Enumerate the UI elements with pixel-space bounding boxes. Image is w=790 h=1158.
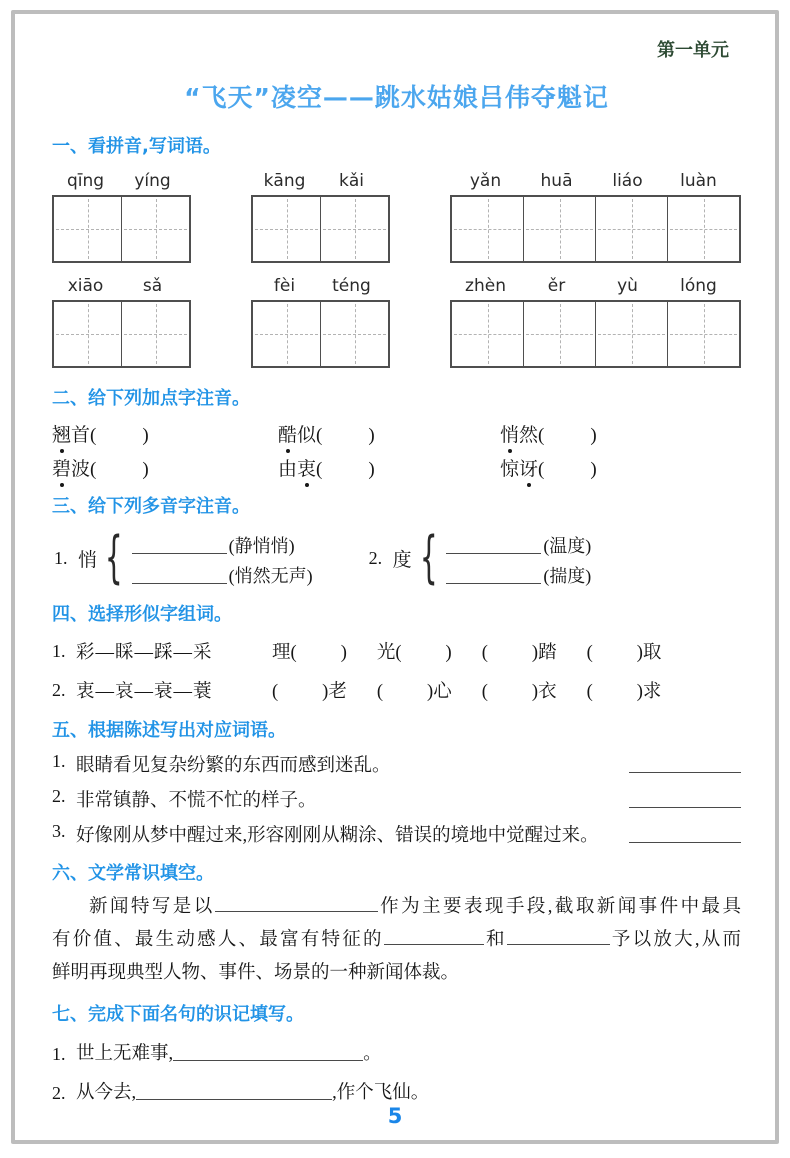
- option-row: [446, 528, 591, 558]
- annotation-row: [52, 454, 741, 488]
- pinyin-syllable: kāng: [263, 171, 306, 191]
- paren-close: ): [531, 643, 539, 663]
- pinyin-row: [52, 170, 741, 263]
- answer-blank: [629, 772, 741, 773]
- paren-open: (: [316, 459, 323, 480]
- section-4-word-building: [52, 637, 741, 704]
- annotation-item: [500, 420, 741, 454]
- writing-grid: [450, 195, 741, 263]
- paren-open: (: [538, 459, 545, 480]
- character-series: 衷—哀—衰—蓑: [76, 682, 213, 702]
- pinyin-labels: [251, 170, 390, 192]
- section-7-quotes: [52, 1037, 741, 1104]
- paren-close: ): [590, 459, 597, 480]
- pinyin-syllable: yíng: [134, 171, 171, 191]
- brace-glyph: {: [419, 525, 438, 590]
- lesson-title: “飞天”凌空——跳水姑娘吕伟夺魁记: [184, 83, 609, 112]
- writing-cell: [320, 302, 388, 366]
- plain-char: 由: [278, 459, 298, 480]
- item-number: 2.: [52, 786, 66, 806]
- writing-cell: [595, 302, 667, 366]
- section-5-heading: 五、根据陈述写出对应词语。: [52, 720, 286, 741]
- pinyin-syllable: zhèn: [465, 276, 506, 296]
- writing-cell: [452, 302, 523, 366]
- paren-open: (: [316, 425, 323, 446]
- option-label: (悄然无声): [228, 566, 313, 586]
- writing-cell: [595, 197, 667, 261]
- paren-open: (: [538, 425, 545, 446]
- section-6-cloze-paragraph: [52, 891, 741, 990]
- option-label: (揣度): [543, 566, 592, 586]
- paren-close: ): [340, 643, 347, 663]
- quote-pre-text: 世上无难事,: [76, 1044, 174, 1064]
- definition-text: 眼睛看见复杂纷繁的东西而感到迷乱。: [76, 756, 391, 776]
- cloze-text: 有价值、最生动感人、最富有特征的: [52, 930, 384, 950]
- pinyin-labels: [450, 275, 741, 297]
- definition-line: [52, 751, 741, 777]
- paren-blank-pair: [587, 677, 662, 703]
- pinyin-syllable: yù: [617, 276, 638, 296]
- answer-blank: [446, 553, 541, 554]
- page-number: 5: [387, 1104, 403, 1128]
- item-number: 1.: [52, 751, 66, 771]
- pinyin-labels: [52, 170, 191, 192]
- option-label: (静悄悄): [228, 536, 295, 556]
- pair-post-char: 取: [642, 643, 662, 663]
- answer-blank: [215, 898, 378, 912]
- pinyin-syllable: huā: [540, 171, 573, 191]
- writing-cell: [523, 302, 595, 366]
- pinyin-syllable: kǎi: [339, 171, 364, 191]
- pinyin-group: [450, 275, 741, 368]
- writing-cell: [54, 197, 121, 261]
- paren-blank-pair: [377, 638, 452, 664]
- worksheet-content: [15, 14, 775, 1140]
- paren-open: (: [586, 682, 593, 702]
- paren-open: (: [395, 643, 402, 663]
- option-row: [132, 528, 313, 558]
- pair-post-char: 心: [433, 682, 452, 702]
- paren-open: (: [481, 643, 488, 663]
- writing-cell: [320, 197, 388, 261]
- annotation-item: [52, 454, 278, 488]
- paren-open: (: [481, 682, 488, 702]
- paren-open: (: [90, 425, 97, 446]
- pair-pre-char: 理: [272, 643, 291, 663]
- cloze-text: 作为主要表现手段,截取新闻事件中最具: [377, 897, 741, 917]
- quote-post-text: 。: [363, 1044, 382, 1064]
- cloze-text: 予以放大,从而: [609, 930, 741, 950]
- brace-glyph: {: [104, 525, 123, 590]
- answer-blank: [136, 1086, 332, 1100]
- annotation-row: [52, 420, 741, 454]
- writing-cell: [253, 302, 320, 366]
- quote-line: [52, 1037, 741, 1065]
- cloze-text: 鲜明再现典型人物、事件、场景的一种新闻体裁。: [52, 963, 460, 983]
- cloze-line: [52, 924, 741, 957]
- item-number: 3.: [52, 821, 66, 841]
- plain-char: 首: [71, 425, 91, 446]
- dotted-char: 碧: [52, 454, 71, 481]
- definition-text-wrap: [52, 751, 391, 777]
- item-number: 1.: [52, 1044, 66, 1064]
- pinyin-labels: [450, 170, 741, 192]
- pinyin-labels: [251, 275, 390, 297]
- paren-open: (: [90, 459, 97, 480]
- answer-blank: [173, 1047, 363, 1061]
- annotation-item: [52, 420, 278, 454]
- polyphone-char: 度: [392, 549, 412, 571]
- definition-text: 非常镇静、不慌不忙的样子。: [76, 791, 317, 811]
- word-building-line: [52, 637, 741, 665]
- pinyin-syllable: fèi: [273, 276, 296, 296]
- section-3-polyphone-items: [54, 525, 741, 590]
- paren-close: ): [322, 682, 329, 702]
- paren-close: ): [368, 459, 375, 480]
- pinyin-row: [52, 275, 741, 368]
- paren-blank-pair: [377, 677, 452, 703]
- definition-text-wrap: [52, 786, 317, 812]
- quote-post-text: ,作个飞仙。: [332, 1083, 430, 1103]
- writing-cell: [667, 302, 739, 366]
- writing-cell: [452, 197, 523, 261]
- cloze-line: [52, 957, 741, 990]
- pinyin-syllable: qīng: [66, 171, 105, 191]
- pinyin-syllable: lóng: [680, 276, 717, 296]
- answer-blank: [446, 583, 541, 584]
- paren-blank-pair: [272, 638, 347, 664]
- definition-line: [52, 821, 741, 847]
- definition-text: 好像刚从梦中醒过来,形容刚刚从糊涂、错误的境地中觉醒过来。: [76, 826, 599, 846]
- item-number: 2.: [368, 547, 383, 568]
- paren-blank-pair: [482, 677, 557, 703]
- option-row: [446, 558, 591, 588]
- paren-close: ): [636, 643, 643, 663]
- cloze-line: [52, 891, 741, 924]
- writing-grid: [52, 195, 191, 263]
- writing-grid: [52, 300, 191, 368]
- writing-grid: [251, 300, 390, 368]
- dotted-char: 酷: [278, 420, 297, 447]
- answer-blank: [629, 842, 741, 843]
- answer-blank: [384, 931, 484, 945]
- answer-blank: [132, 583, 227, 584]
- option-label: (温度): [543, 536, 592, 556]
- paren-close: ): [636, 682, 643, 702]
- paren-close: ): [368, 425, 375, 446]
- paren-close: ): [531, 682, 539, 702]
- pronunciation-options: [446, 528, 591, 588]
- pinyin-syllable: yǎn: [469, 171, 502, 191]
- plain-char: 波: [71, 459, 91, 480]
- pinyin-group: [251, 170, 390, 263]
- paren-blank-pair: [482, 638, 557, 664]
- option-row: [132, 558, 313, 588]
- answer-blank: [132, 553, 227, 554]
- answer-blank: [629, 807, 741, 808]
- pair-post-char: 踏: [538, 643, 557, 663]
- pair-post-char: 衣: [538, 682, 557, 702]
- item-number: 1.: [52, 640, 66, 661]
- section-6-heading: 六、文学常识填空。: [52, 863, 214, 884]
- section-7-heading: 七、完成下面名句的识记填写。: [52, 1004, 304, 1025]
- paren-close: ): [142, 425, 149, 446]
- paren-open: (: [290, 643, 297, 663]
- pinyin-group: [450, 170, 741, 263]
- section-2-annotation-rows: [52, 420, 741, 488]
- item-number: 2.: [52, 679, 66, 700]
- writing-grid: [450, 300, 741, 368]
- answer-blank: [507, 931, 610, 945]
- pair-post-char: 求: [642, 682, 662, 702]
- dotted-char: 讶: [519, 454, 538, 481]
- paren-blank-pair: [587, 638, 662, 664]
- pair-post-char: 老: [328, 682, 347, 702]
- annotation-item: [500, 454, 741, 488]
- pinyin-group: [251, 275, 390, 368]
- definition-text-wrap: [52, 821, 599, 847]
- paren-open: (: [376, 682, 384, 702]
- paren-close: ): [427, 682, 434, 702]
- pinyin-syllable: luàn: [680, 171, 717, 191]
- page-border-frame: [11, 10, 779, 1144]
- unit-label: 第一单元: [657, 40, 729, 61]
- polyphone-char: 悄: [78, 549, 98, 571]
- paren-open: (: [586, 643, 593, 663]
- paren-close: ): [590, 425, 597, 446]
- section-2-heading: 二、给下列加点字注音。: [52, 388, 250, 409]
- paren-close: ): [445, 643, 452, 663]
- dotted-char: 衷: [297, 454, 316, 481]
- plain-char: 然: [519, 425, 539, 446]
- writing-cell: [121, 197, 189, 261]
- character-series: 彩—睬—踩—采: [76, 643, 213, 663]
- pronunciation-options: [132, 528, 313, 588]
- dotted-char: 悄: [500, 420, 519, 447]
- cloze-text: 新闻特写是以: [89, 897, 215, 917]
- annotation-item: [278, 420, 500, 454]
- polyphone-item: [54, 525, 313, 590]
- writing-cell: [667, 197, 739, 261]
- writing-cell: [523, 197, 595, 261]
- writing-cell: [54, 302, 121, 366]
- writing-cell: [253, 197, 320, 261]
- writing-cell: [121, 302, 189, 366]
- paren-close: ): [142, 459, 149, 480]
- pinyin-syllable: xiāo: [67, 276, 104, 296]
- annotation-item: [278, 454, 500, 488]
- plain-char: 似: [297, 425, 317, 446]
- pinyin-group: [52, 170, 191, 263]
- pinyin-syllable: sǎ: [142, 276, 163, 296]
- pinyin-syllable: ěr: [547, 276, 566, 296]
- dotted-char: 翘: [52, 420, 71, 447]
- cloze-text: 和: [483, 930, 507, 950]
- section-4-heading: 四、选择形似字组词。: [52, 604, 232, 625]
- section-3-heading: 三、给下列多音字注音。: [52, 496, 250, 517]
- pair-pre-char: 光: [376, 643, 396, 663]
- quote-pre-text: 从今去,: [76, 1083, 137, 1103]
- pinyin-syllable: liáo: [612, 171, 643, 191]
- pinyin-labels: [52, 275, 191, 297]
- section-1-pinyin-grids: [52, 170, 741, 368]
- quote-line: [52, 1076, 741, 1104]
- word-building-line: [52, 676, 741, 704]
- section-5-definitions: [52, 751, 741, 847]
- definition-line: [52, 786, 741, 812]
- pinyin-syllable: téng: [332, 276, 371, 296]
- section-1-heading: 一、看拼音,写词语。: [52, 136, 221, 157]
- paren-blank-pair: [272, 677, 347, 703]
- item-number: 1.: [54, 547, 68, 568]
- pinyin-group: [52, 275, 191, 368]
- paren-open: (: [272, 682, 279, 702]
- writing-grid: [251, 195, 390, 263]
- plain-char: 惊: [500, 459, 520, 480]
- polyphone-item: [368, 525, 592, 590]
- item-number: 2.: [52, 1083, 66, 1103]
